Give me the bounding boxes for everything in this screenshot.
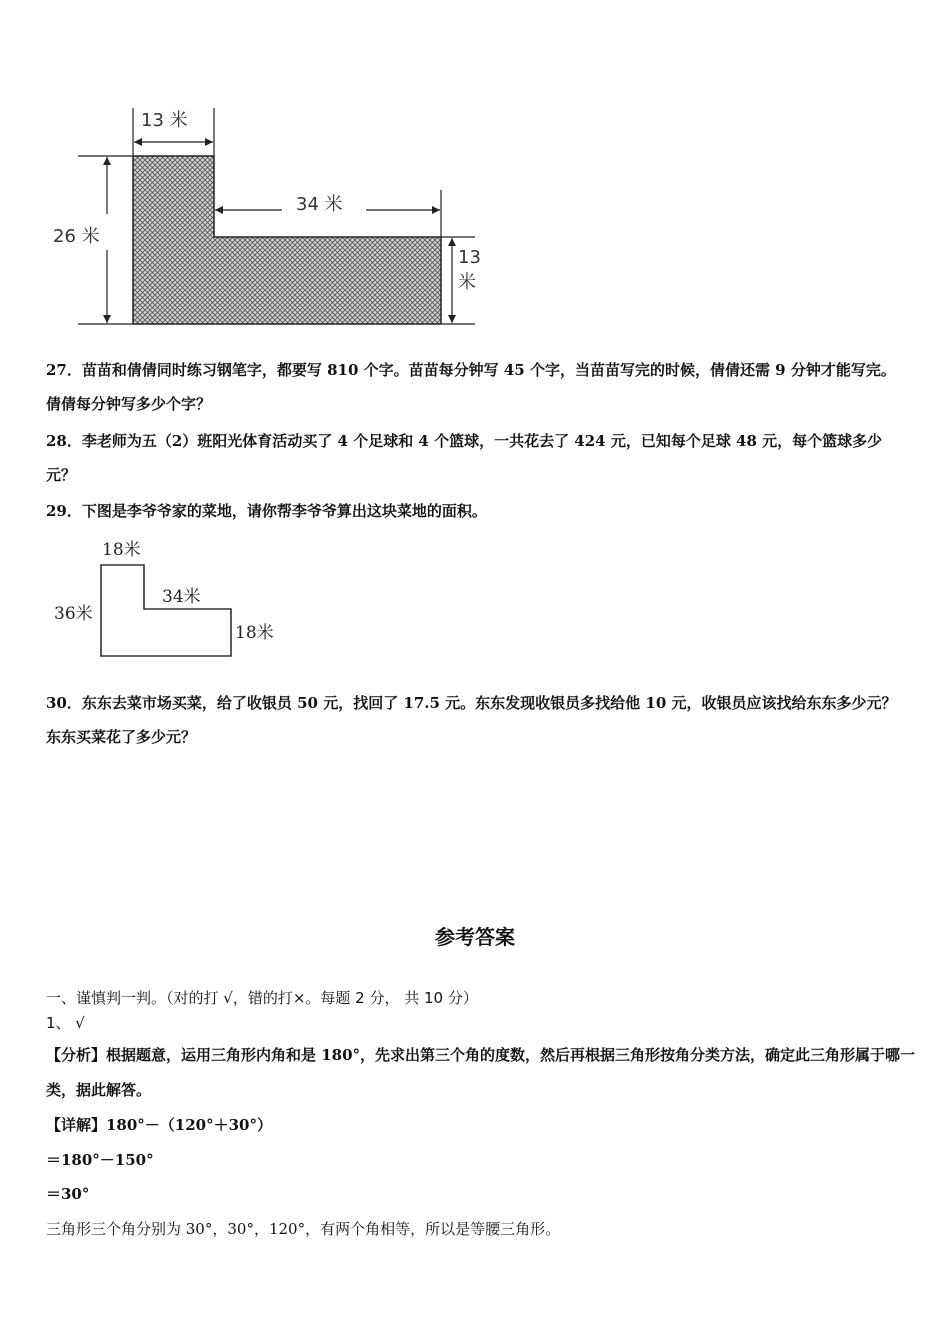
answer-analysis: 【分析】根据题意，运用三角形内角和是 180°，先求出第三个角的度数，然后再根据三角形按角分类方法，确定此三角形属于哪一类，据此解答。: [46, 1046, 916, 1099]
question-30: 30．东东去菜市场买菜，给了收银员 50 元，找回了 17.5 元。东东发现收银员多找给他 10 元，收银员应该找给东东多少元？东东买菜花了多少元？: [46, 694, 897, 746]
l-shape-area: [133, 156, 441, 324]
figure-l-shape-2: [50, 535, 290, 665]
question-28: 28．李老师为五（2）班阳光体育活动买了 4 个足球和 4 个篮球，一共花去了 424 元，已知每个足球 48 元，每个篮球多少元？: [46, 432, 883, 484]
question-27: 27．苗苗和倩倩同时练习钢笔字，都要写 810 个字。苗苗每分钟写 45 个字，当苗苗写完的时候，倩倩还需 9 分钟才能写完。倩倩每分钟写多少个字？: [46, 361, 896, 413]
answers-title: 参考答案: [435, 925, 515, 949]
figure-l-shape-1: [53, 100, 500, 335]
fig1-label-middle: 34 米: [296, 194, 343, 215]
fig1-label-right-2: 米: [458, 272, 476, 293]
fig2-label-top: 18米: [102, 540, 141, 560]
answer-step-1: ＝180°－150°: [46, 1151, 154, 1169]
question-29: 29．下图是李爷爷家的菜地，请你帮李爷爷算出这块菜地的面积。: [46, 502, 487, 520]
fig2-label-right: 18米: [235, 623, 274, 643]
fig1-label-right-1: 13: [458, 247, 481, 268]
field-outline: [101, 565, 231, 656]
answer-step-2: ＝30°: [46, 1185, 90, 1203]
fig1-label-top: 13 米: [141, 110, 188, 131]
answer-conclusion: 三角形三个角分别为 30°，30°，120°，有两个角相等，所以是等腰三角形。: [46, 1220, 561, 1238]
answer-item-1: 1、 √: [46, 1014, 85, 1032]
fig2-label-middle: 34米: [162, 587, 201, 607]
fig2-label-left: 36米: [54, 604, 93, 624]
fig1-label-left: 26 米: [53, 226, 100, 247]
answer-detail: 【详解】180°－（120°＋30°）: [46, 1116, 272, 1134]
answers-section-1: 一、谨慎判一判。（对的打 √，错的打×。每题 2 分， 共 10 分）: [46, 989, 478, 1007]
